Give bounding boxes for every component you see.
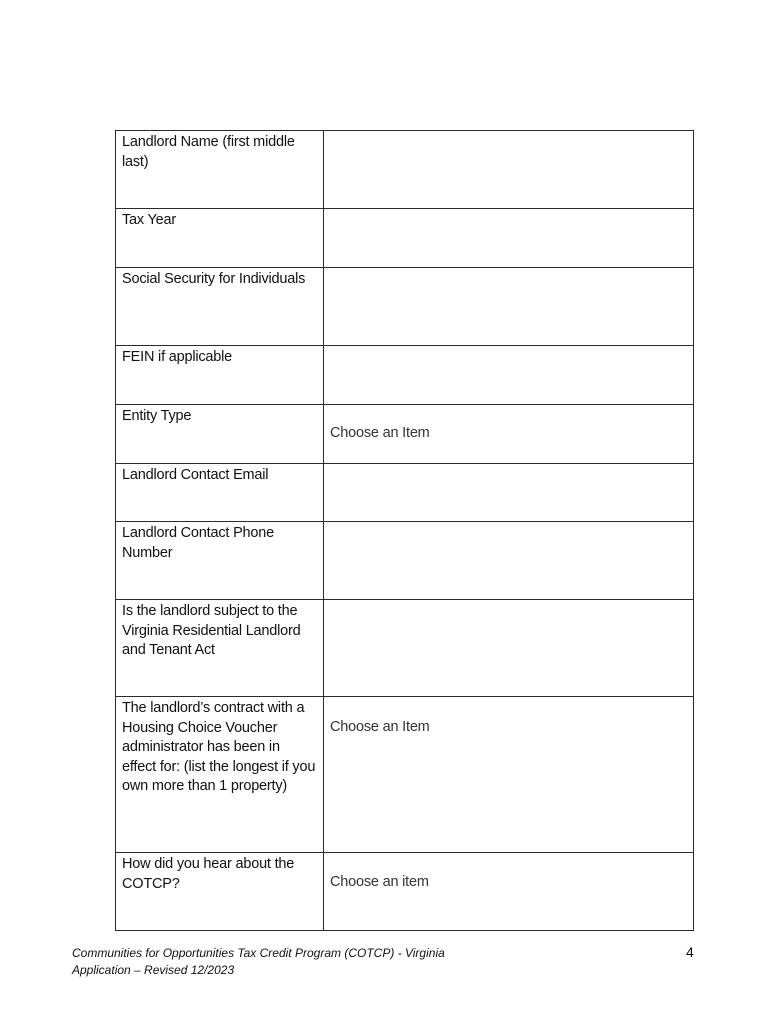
vrlta-field[interactable] bbox=[324, 600, 694, 697]
contact-phone-field[interactable] bbox=[324, 522, 694, 600]
entity-type-dropdown[interactable] bbox=[324, 405, 694, 464]
form-row-landlord-name bbox=[116, 131, 694, 209]
footer-revision: Application – Revised 12/2023 bbox=[72, 963, 235, 977]
how-heard-placeholder: Choose an item bbox=[330, 874, 429, 890]
vrlta-label: Is the landlord subject to the Virginia Residential Landlord and Tenant Act bbox=[116, 600, 324, 697]
page-footer bbox=[72, 945, 445, 979]
form-row-entity-type bbox=[116, 405, 694, 464]
fein-field[interactable] bbox=[324, 346, 694, 405]
hcv-contract-label: The landlord’s contract with a Housing Choice Voucher administrator has been in effect for: (list the longest if you own more than 1 property) bbox=[116, 697, 324, 853]
tax-year-label: Tax Year bbox=[116, 209, 324, 268]
contact-email-label: Landlord Contact Email bbox=[116, 464, 324, 522]
form-row-how-heard bbox=[116, 853, 694, 931]
form-row-contact-email bbox=[116, 464, 694, 522]
form-row-social-security bbox=[116, 268, 694, 346]
entity-type-placeholder: Choose an Item bbox=[330, 425, 430, 441]
page-number: 4 bbox=[686, 944, 694, 960]
contact-phone-label: Landlord Contact Phone Number bbox=[116, 522, 324, 600]
how-heard-dropdown[interactable] bbox=[324, 853, 694, 931]
landlord-info-form-table bbox=[115, 130, 694, 931]
form-row-hcv-contract bbox=[116, 697, 694, 853]
tax-year-field[interactable] bbox=[324, 209, 694, 268]
how-heard-label: How did you hear about the COTCP? bbox=[116, 853, 324, 931]
hcv-contract-placeholder: Choose an Item bbox=[330, 719, 430, 735]
social-security-field[interactable] bbox=[324, 268, 694, 346]
form-row-contact-phone bbox=[116, 522, 694, 600]
footer-program-title: Communities for Opportunities Tax Credit Program (COTCP) - Virginia bbox=[72, 946, 445, 960]
landlord-name-label: Landlord Name (first middle last) bbox=[116, 131, 324, 209]
fein-label: FEIN if applicable bbox=[116, 346, 324, 405]
social-security-label: Social Security for Individuals bbox=[116, 268, 324, 346]
hcv-contract-dropdown[interactable] bbox=[324, 697, 694, 853]
contact-email-field[interactable] bbox=[324, 464, 694, 522]
landlord-name-field[interactable] bbox=[324, 131, 694, 209]
form-row-vrlta bbox=[116, 600, 694, 697]
entity-type-label: Entity Type bbox=[116, 405, 324, 464]
form-row-fein bbox=[116, 346, 694, 405]
form-row-tax-year bbox=[116, 209, 694, 268]
